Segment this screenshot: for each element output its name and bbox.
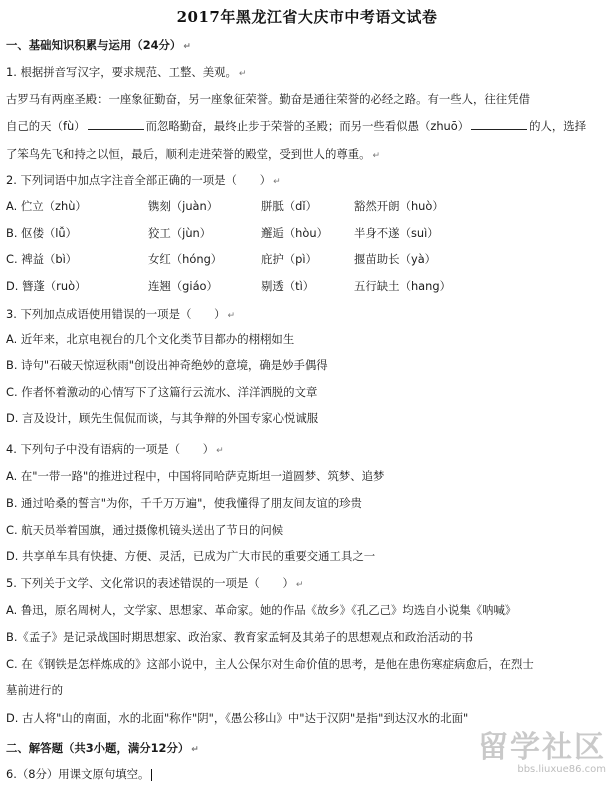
q1-text-b: 而忽略勤奋，最终止步于荣誉的圣殿；而另一些看似愚（zhuō）: [145, 119, 470, 133]
q2-cell: 狡工（jùn）: [148, 226, 212, 240]
q1-passage-line3: [6, 146, 380, 164]
watermark-logo-text: 留学社区: [478, 730, 606, 765]
q5-stem: [6, 575, 303, 593]
q2-cell: 庇护（pì）: [261, 252, 317, 266]
text-cursor: [151, 769, 152, 781]
q2-cell: B. 伛偻（lǚ）: [6, 226, 78, 240]
q2-cell: C. 裨益（bì）: [6, 252, 78, 266]
q5-option-b: B.《孟子》是记录战国时期思想家、政治家、教育家孟轲及其弟子的思想观点和政治活动的书: [6, 630, 474, 644]
q4-option-b: B. 通过哈桑的誓言"为你，千千万万遍"，使我懂得了朋友间友谊的珍贵: [6, 496, 362, 510]
q2-cell: D. 簪蓬（ruò）: [6, 279, 87, 293]
q2-cell: 五行缺土（hang）: [354, 279, 451, 293]
paragraph-mark-icon: ↵: [238, 69, 247, 79]
paragraph-mark-icon: ↵: [273, 177, 281, 187]
q3-option-d: D. 言及设计，顾先生侃侃而谈，与其争辩的外国专家心悦诚服: [6, 411, 319, 425]
q1-line3-text: 了笨鸟先飞和持之以恒，最后，顺利走进荣誉的殿堂，受到世人的尊重。: [6, 147, 371, 161]
q2-cell: 镌刻（juàn）: [148, 199, 219, 213]
q5-stem-text: 5. 下列关于文学、文化常识的表述错误的一项是（ ）: [6, 576, 294, 590]
q2-cell: 女红（hóng）: [148, 252, 223, 266]
q3-option-a: A. 近年来，北京电视台的几个文化类节目都办的栩栩如生: [6, 332, 295, 346]
q4-option-a: A. 在"一带一路"的推进过程中，中国将同哈萨克斯坦一道圆梦、筑梦、追梦: [6, 469, 385, 483]
q2-cell: 豁然开朗（huò）: [354, 199, 444, 213]
q2-stem: [6, 172, 281, 190]
q4-option-c: C. 航天员举着国旗，通过摄像机镜头送出了节日的问候: [6, 523, 284, 537]
section1-heading: [6, 37, 191, 55]
section2-text: 二、解答题（共3小题，满分12分）: [6, 741, 190, 755]
paragraph-mark-icon: ↵: [183, 42, 191, 52]
q5-option-a: A. 鲁迅，原名周树人，文学家、思想家、革命家。她的作品《故乡》《孔乙己》均选自小说集《呐喊》: [6, 603, 517, 617]
q4-option-d: D. 共享单车具有快捷、方便、灵活，已成为广大市民的重要交通工具之一: [6, 549, 376, 563]
exam-title: 2017年黑龙江省大庆市中考语文试卷: [176, 8, 438, 26]
paragraph-mark-icon: ↵: [295, 580, 304, 590]
q2-cell: 邂逅（hòu）: [261, 226, 328, 240]
answer-blank[interactable]: [471, 119, 527, 130]
q5-option-c-cont: 墓前进行的: [6, 683, 63, 697]
q1-passage-line1: 古罗马有两座圣殿：一座象征勤奋，另一座象征荣誉。勤奋是通往荣誉的必经之路。有一些人，往往凭借: [6, 92, 530, 106]
q2-cell: A. 伫立（zhù）: [6, 199, 87, 213]
q2-cell: 连翘（giáo）: [148, 279, 218, 293]
q1-passage-line2: [6, 118, 586, 134]
section1-text: 一、基础知识积累与运用（24分）: [6, 38, 182, 52]
section2-heading: [6, 740, 199, 758]
site-watermark: [478, 732, 606, 775]
q1-text-c: 的人，选择: [529, 119, 587, 133]
q5-option-d: D. 古人将"山的南面，水的北面"称作"阴"，《愚公移山》中"达于汉阴"是指"到达汉水的北面": [6, 711, 469, 725]
q4-stem-text: 4. 下列句子中没有语病的一项是（ ）: [6, 442, 215, 456]
paragraph-mark-icon: ↵: [372, 151, 381, 161]
paragraph-mark-icon: ↵: [191, 745, 199, 755]
q1-text-a: 自己的天（fù）: [6, 119, 86, 133]
q6-stem-text: 6.（8分）用课文原句填空。: [6, 767, 150, 781]
paragraph-mark-icon: ↵: [227, 311, 236, 321]
q2-stem-text: 2. 下列词语中加点字注音全部正确的一项是（ ）: [6, 173, 272, 187]
q3-stem: [6, 306, 235, 324]
q2-cell: 胼胝（dǐ）: [261, 199, 317, 213]
paragraph-mark-icon: ↵: [216, 446, 224, 456]
q1-stem: [6, 64, 246, 82]
q5-option-c: C. 在《钢铁是怎样炼成的》这部小说中，主人公保尔对生命价值的思考，是他在患伤寒症病愈后，在烈士: [6, 657, 534, 671]
q2-cell: 剔透（tì）: [261, 279, 315, 293]
watermark-url: bbs.liuxue86.com: [517, 764, 606, 775]
q6-stem: [6, 766, 152, 782]
q1-stem-text: 1. 根据拼音写汉字，要求规范、工整、美观。: [6, 65, 237, 79]
q2-cell: 半身不遂（suì）: [354, 226, 439, 240]
q3-option-c: C. 作者怀着激动的心情写下了这篇行云流水、洋洋洒脱的文章: [6, 385, 318, 399]
answer-blank[interactable]: [88, 119, 144, 130]
q3-option-b: B. 诗句"石破天惊逗秋雨"创设出神奇绝妙的意境，确是妙手偶得: [6, 358, 328, 372]
q4-stem: [6, 441, 224, 459]
q2-cell: 揠苗助长（yà）: [354, 252, 437, 266]
q3-stem-text: 3. 下列加点成语使用错误的一项是（ ）: [6, 307, 226, 321]
